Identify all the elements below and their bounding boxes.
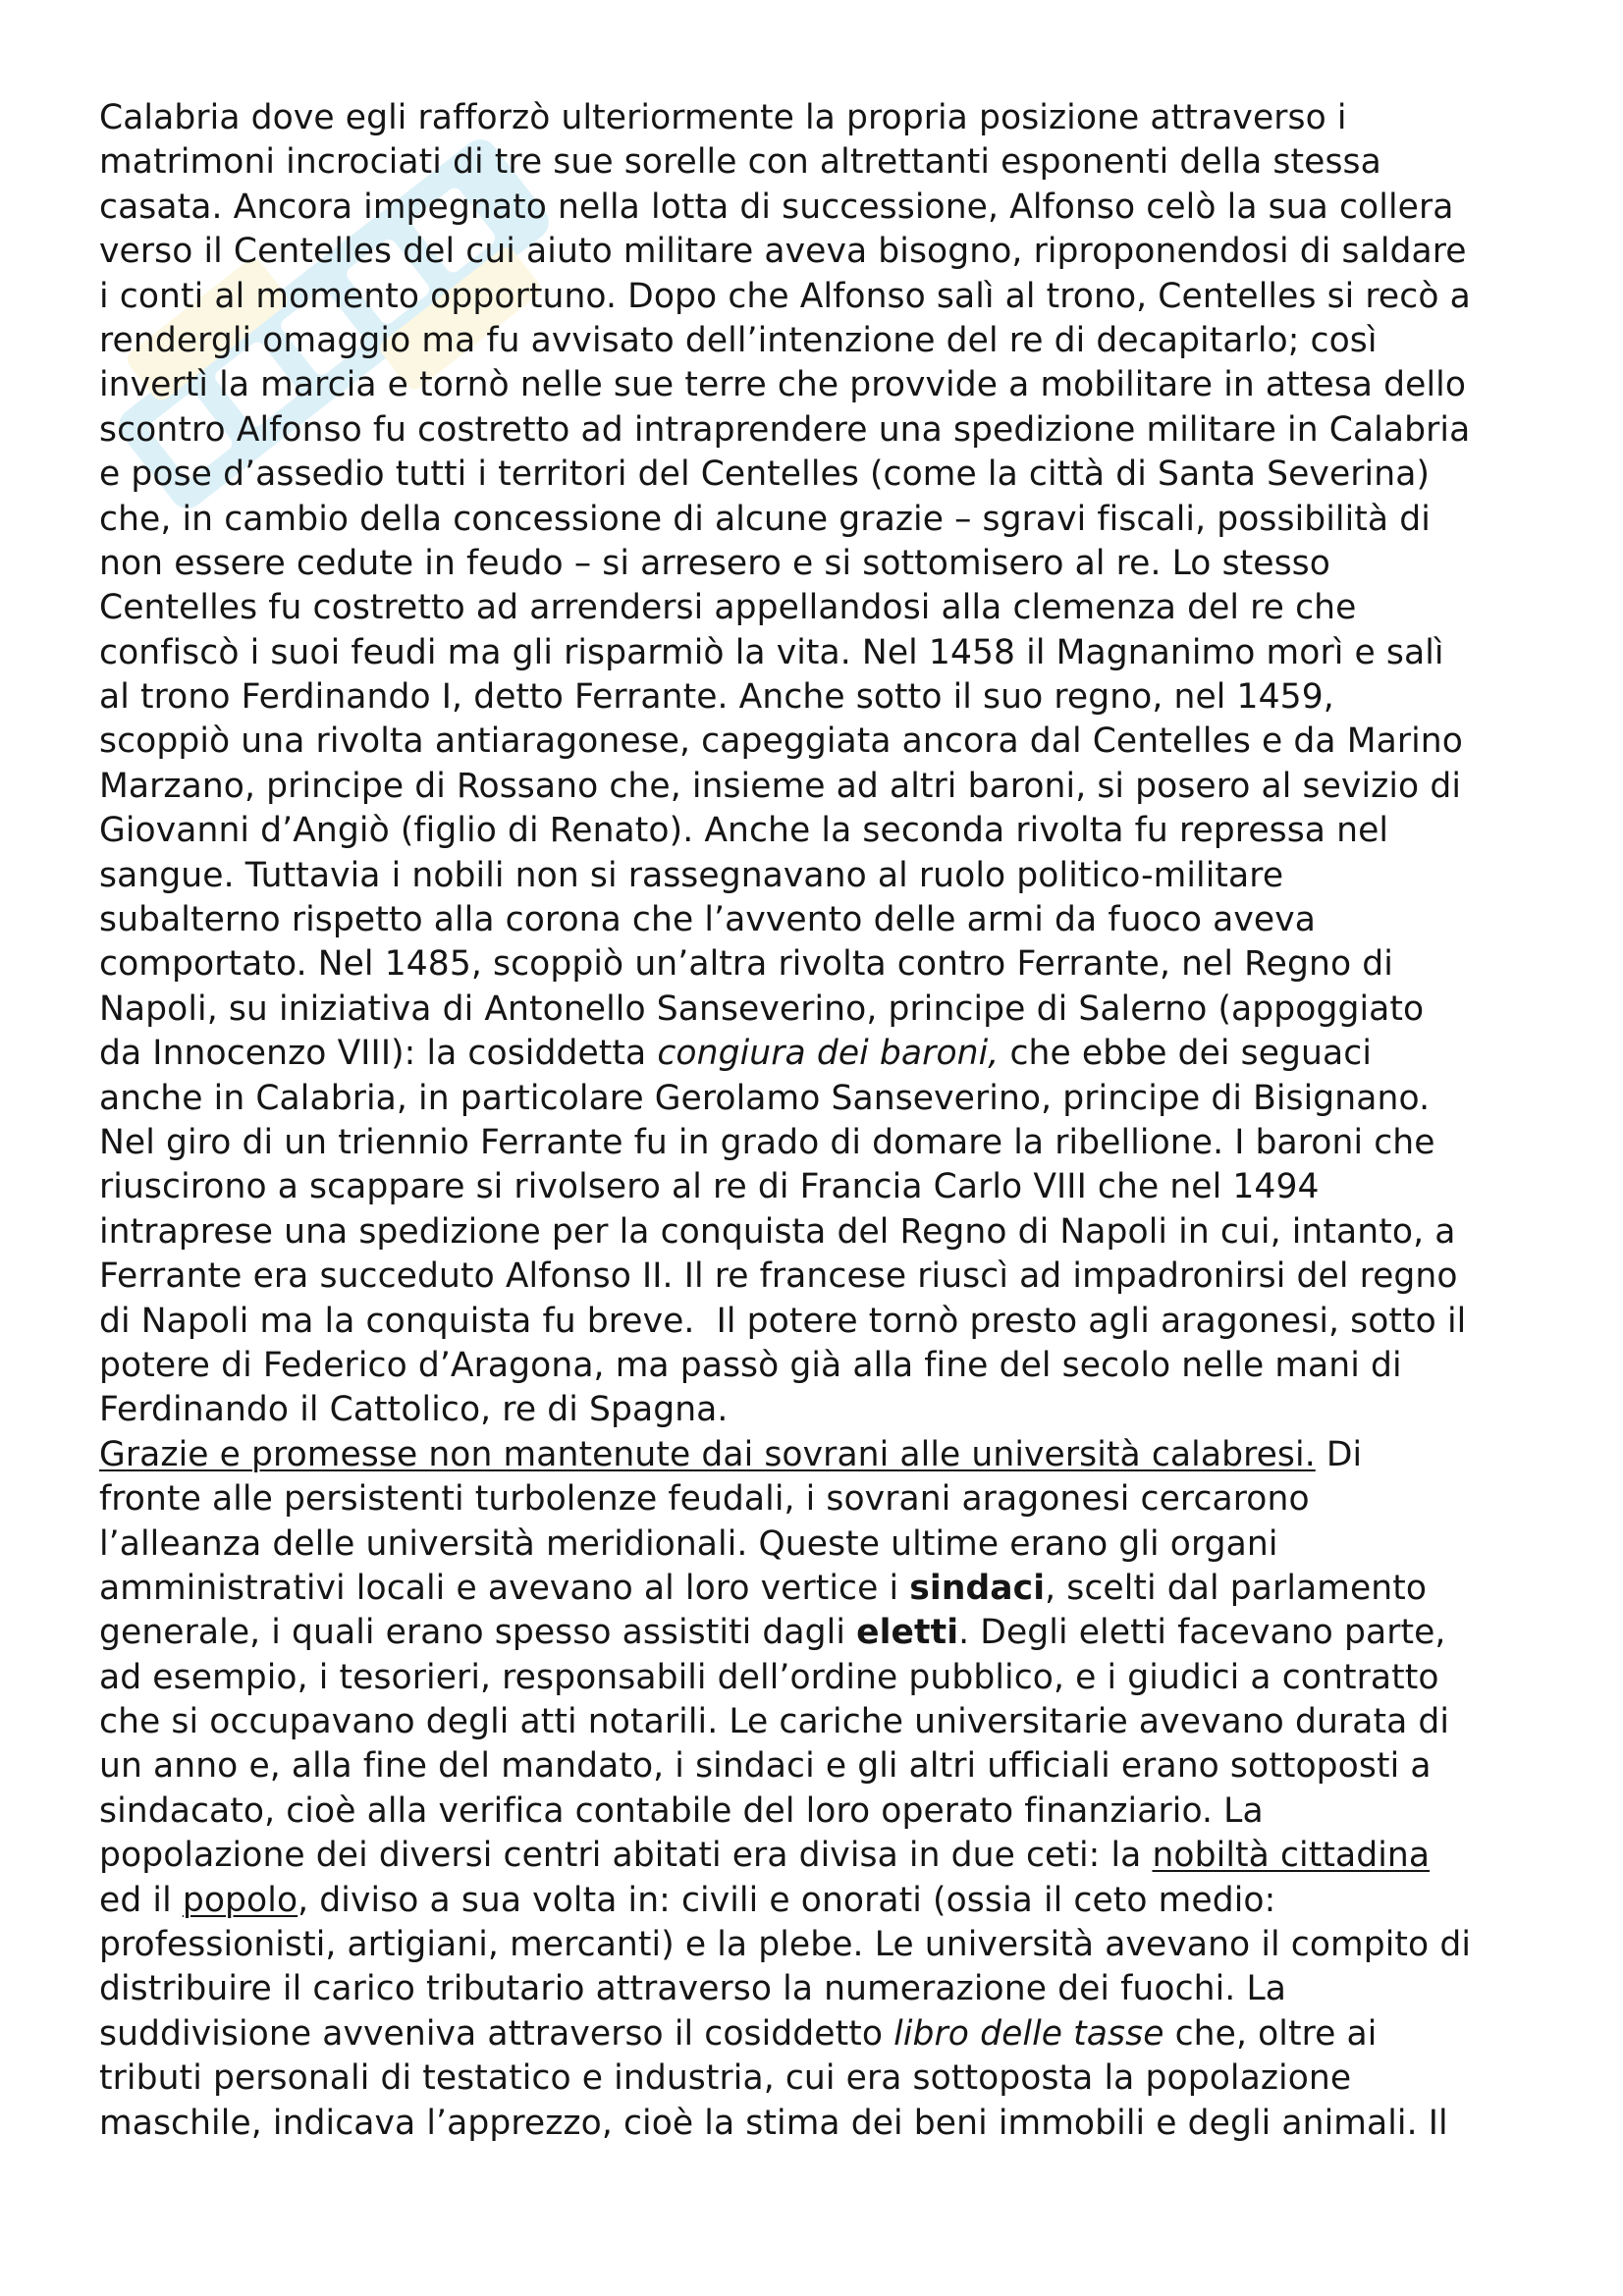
text-run: invertì la marcia e tornò nelle sue terre che provvide a mobilitare in attesa dello [99, 365, 1467, 405]
text-line [99, 1923, 1542, 1967]
text-run: Nel giro di un triennio Ferrante fu in grado di domare la ribellione. I baroni che [99, 1122, 1435, 1162]
text-line [99, 898, 1542, 942]
text-line [99, 854, 1542, 898]
bold-term: eletti [856, 1613, 959, 1653]
text-run: verso il Centelles del cui aiuto militare aveva bisogno, riproponendosi di saldare [99, 232, 1467, 272]
text-line [99, 1255, 1542, 1299]
text-line [99, 498, 1542, 542]
text-run: casata. Ancora impegnato nella lotta di successione, Alfonso celò la sua collera [99, 187, 1454, 227]
text-line [99, 1522, 1542, 1567]
text-run: Giovanni d’Angiò (figlio di Renato). Anche la seconda rivolta fu repressa nel [99, 811, 1389, 851]
text-line [99, 230, 1542, 274]
text-run: , scelti dal parlamento [1045, 1568, 1428, 1608]
text-run: che si occupavano degli atti notarili. Le cariche universitarie avevano durata di [99, 1702, 1450, 1742]
text-run: fronte alle persistenti turbolenze feudali, i sovrani aragonesi cercarono [99, 1479, 1310, 1520]
text-line [99, 720, 1542, 764]
text-run: anche in Calabria, in particolare Gerolamo Sanseverino, principe di Bisignano. [99, 1078, 1431, 1118]
text-line [99, 1700, 1542, 1744]
text-line [99, 1032, 1542, 1076]
text-run: comportato. Nel 1485, scoppiò un’altra rivolta contro Ferrante, nel Regno di [99, 944, 1393, 985]
text-line [99, 453, 1542, 497]
text-run: Ferrante era succeduto Alfonso II. Il re francese riuscì ad impadronirsi del regno [99, 1256, 1458, 1297]
text-run: intraprese una spedizione per la conquista del Regno di Napoli in cui, intanto, a [99, 1211, 1456, 1252]
italic-term: congiura dei baroni, [657, 1034, 1000, 1074]
text-line [99, 1388, 1542, 1432]
text-line [99, 1344, 1542, 1388]
text-run: confiscò i suoi feudi ma gli risparmiò la vita. Nel 1458 il Magnanimo morì e salì [99, 632, 1444, 672]
text-line [99, 1433, 1542, 1477]
text-run: che, in cambio della concessione di alcune grazie – sgravi fiscali, possibilità di [99, 499, 1431, 539]
text-line [99, 2056, 1542, 2101]
text-line [99, 542, 1542, 586]
text-line [99, 275, 1542, 319]
text-line [99, 1656, 1542, 1700]
text-run: rendergli omaggio ma fu avvisato dell’intenzione del re di decapitarlo; così [99, 320, 1378, 360]
text-line [99, 1789, 1542, 1834]
text-run: , diviso a sua volta in: civili e onorati (ossia il ceto medio: [298, 1880, 1276, 1920]
text-line [99, 942, 1542, 987]
underlined-text: nobiltà cittadina [1152, 1836, 1431, 1876]
text-line [99, 1210, 1542, 1255]
text-run: che ebbe dei seguaci [999, 1034, 1373, 1074]
text-run: da Innocenzo VIII): la cosiddetta [99, 1034, 658, 1074]
text-line [99, 186, 1542, 230]
text-line [99, 1121, 1542, 1165]
text-line [99, 1744, 1542, 1789]
text-line [99, 140, 1542, 185]
text-run: suddivisione avveniva attraverso il cosiddetto [99, 2013, 894, 2054]
text-line [99, 988, 1542, 1032]
text-run: l’alleanza delle università meridionali. Queste ultime erano gli organi [99, 1523, 1278, 1564]
text-line [99, 408, 1542, 453]
text-line [99, 675, 1542, 720]
text-line [99, 631, 1542, 675]
text-run: Calabria dove egli rafforzò ulteriormente la propria posizione attraverso i [99, 98, 1347, 137]
text-run: Marzano, principe di Rossano che, insieme ad altri baroni, si posero al sevizio di [99, 766, 1462, 806]
text-run: i conti al momento opportuno. Dopo che Alfonso salì al trono, Centelles si recò a [99, 276, 1471, 316]
text-line [99, 1611, 1542, 1655]
text-run: generale, i quali erano spesso assistiti dagli [99, 1613, 857, 1653]
text-line [99, 96, 1542, 140]
text-run: popolazione dei diversi centri abitati era divisa in due ceti: la [99, 1836, 1153, 1876]
text-line [99, 1567, 1542, 1611]
document-body-text [99, 96, 1542, 2146]
bold-term: sindaci [909, 1568, 1046, 1608]
text-run: subalterno rispetto alla corona che l’avvento delle armi da fuoco aveva [99, 900, 1316, 940]
text-run: sangue. Tuttavia i nobili non si rassegnavano al ruolo politico-militare [99, 855, 1284, 895]
text-run: sindacato, cioè alla verifica contabile del loro operato finanziario. La [99, 1790, 1264, 1831]
text-run: . Degli eletti facevano parte, [958, 1613, 1446, 1653]
text-run: al trono Ferdinando I, detto Ferrante. Anche sotto il suo regno, nel 1459, [99, 677, 1334, 718]
text-line [99, 586, 1542, 630]
text-line [99, 1300, 1542, 1344]
text-line [99, 2012, 1542, 2056]
text-run: ad esempio, i tesorieri, responsabili dell’ordine pubblico, e i giudici a contratto [99, 1657, 1439, 1697]
text-run: amministrativi locali e avevano al loro vertice i [99, 1568, 910, 1608]
text-run: scoppiò una rivolta antiaragonese, capeggiata ancora dal Centelles e da Marino [99, 721, 1463, 762]
text-line [99, 765, 1542, 809]
text-run: Napoli, su iniziativa di Antonello Sanseverino, principe di Salerno (appoggiato [99, 988, 1425, 1029]
text-line [99, 1077, 1542, 1121]
text-line [99, 1165, 1542, 1209]
text-run: Ferdinando il Cattolico, re di Spagna. [99, 1390, 729, 1430]
text-run: tributi personali di testatico e industria, cui era sottoposta la popolazione [99, 2058, 1352, 2099]
text-run: riuscirono a scappare si rivolsero al re di Francia Carlo VIII che nel 1494 [99, 1167, 1320, 1207]
text-run: non essere cedute in feudo – si arresero e si sottomisero al re. Lo stesso [99, 543, 1330, 583]
text-run: professionisti, artigiani, mercanti) e la plebe. Le università avevano il compito di [99, 1925, 1472, 1965]
italic-term: libro delle tasse [893, 2013, 1164, 2054]
text-run: e pose d’assedio tutti i territori del Centelles (come la città di Santa Severina) [99, 454, 1431, 495]
text-line [99, 1967, 1542, 2011]
text-run: ed il [99, 1880, 183, 1920]
text-line [99, 1477, 1542, 1522]
text-run: che, oltre ai [1163, 2013, 1378, 2054]
text-line [99, 363, 1542, 407]
text-line [99, 319, 1542, 363]
text-line [99, 809, 1542, 853]
text-run: scontro Alfonso fu costretto ad intraprendere una spedizione militare in Calabria [99, 409, 1471, 450]
text-run: un anno e, alla fine del mandato, i sindaci e gli altri ufficiali erano sottoposti a [99, 1746, 1432, 1787]
text-run: matrimoni incrociati di tre sue sorelle con altrettanti esponenti della stessa [99, 142, 1381, 183]
text-line [99, 1879, 1542, 1923]
text-line [99, 2102, 1542, 2146]
text-run: di Napoli ma la conquista fu breve. Il potere tornò presto agli aragonesi, sotto il [99, 1301, 1467, 1341]
text-run: Di [1315, 1434, 1363, 1474]
text-run: potere di Federico d’Aragona, ma passò già alla fine del secolo nelle mani di [99, 1345, 1402, 1385]
text-run: distribuire il carico tributario attraverso la numerazione dei fuochi. La [99, 1969, 1287, 2009]
text-line [99, 1834, 1542, 1878]
underlined-text: Grazie e promesse non mantenute dai sovrani alle università calabresi. [99, 1434, 1316, 1474]
text-run: maschile, indicava l’apprezzo, cioè la stima dei beni immobili e degli animali. Il [99, 2103, 1448, 2143]
text-run: Centelles fu costretto ad arrendersi appellandosi alla clemenza del re che [99, 588, 1357, 628]
underlined-text: popolo [182, 1880, 298, 1920]
